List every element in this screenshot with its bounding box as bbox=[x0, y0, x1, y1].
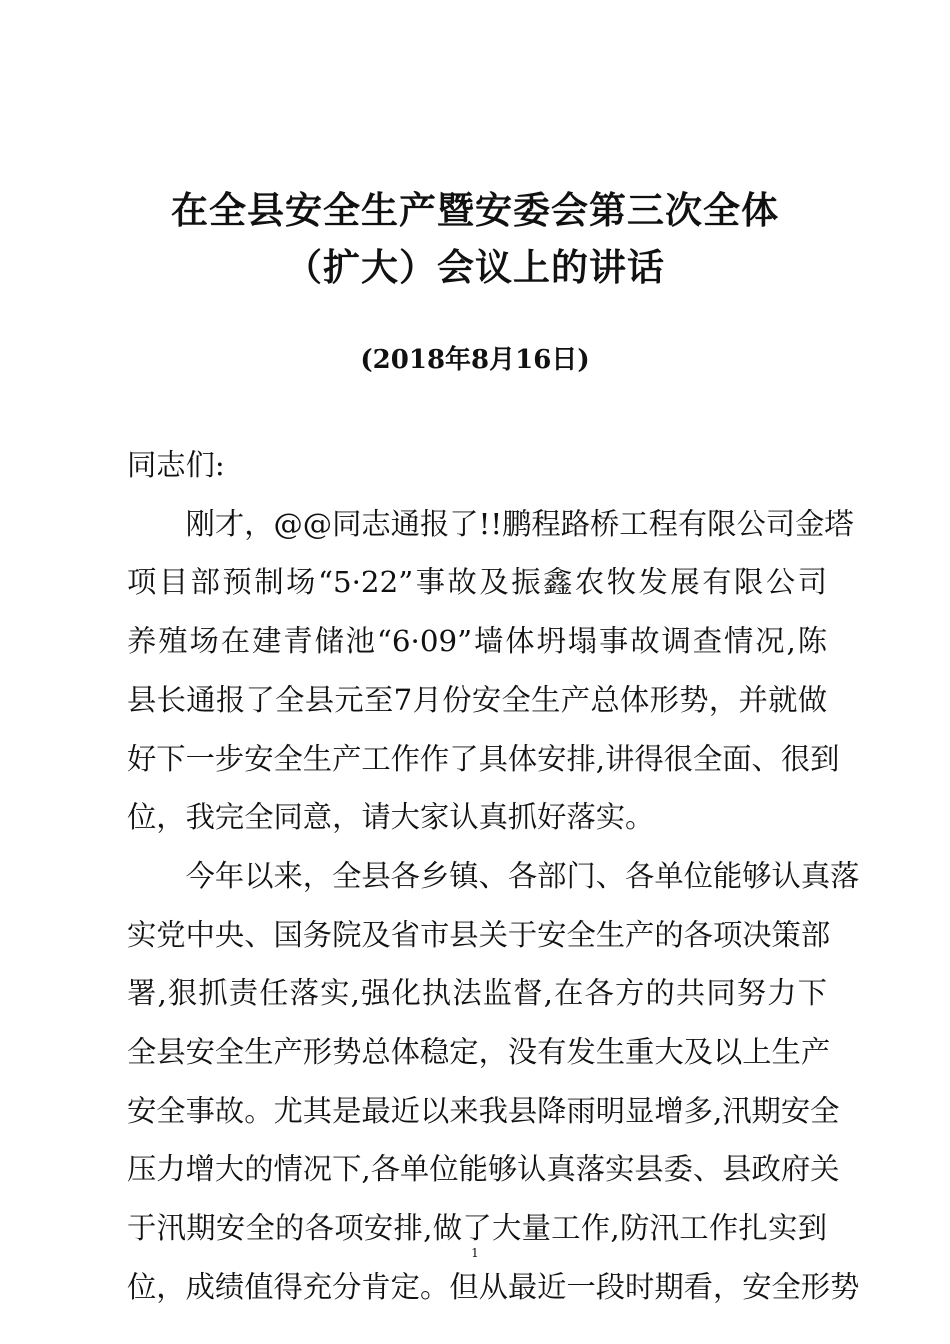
paragraph-line: 位，成绩值得充分肯定。但从最近一段时期看，安全形势 bbox=[127, 1269, 860, 1304]
paragraph-line: 全县安全生产形势总体稳定，没有发生重大及以上生产 bbox=[127, 1035, 831, 1070]
paragraph-line: 项目部预制场“5·22”事故及振鑫农牧发展有限公司 bbox=[127, 565, 827, 600]
title-line-1: 在全县安全生产暨安委会第三次全体 bbox=[171, 189, 779, 232]
paragraph-line: 署,狠抓责任落实,强化执法监督,在各方的共同努力下 bbox=[127, 976, 827, 1011]
page-number: 1 bbox=[471, 1246, 479, 1260]
paragraph-line: 安全事故。尤其是最近以来我县降雨明显增多,汛期安全 bbox=[127, 1093, 840, 1128]
paragraph-line: 压力增大的情况下,各单位能够认真落实县委、县政府关 bbox=[127, 1152, 840, 1187]
paragraph-1 bbox=[127, 495, 854, 847]
paragraph-line: 好下一步安全生产工作作了具体安排,讲得很全面、很到 bbox=[127, 741, 840, 776]
paragraph-line: 养殖场在建青储池“6·09”墙体坍塌事故调查情况,陈 bbox=[127, 624, 827, 659]
paragraph-line: 县长通报了全县元至7月份安全生产总体形势，并就做 bbox=[127, 682, 827, 717]
paragraph-line: 今年以来，全县各乡镇、各部门、各单位能够认真落 bbox=[185, 858, 860, 893]
paragraph-line: 位，我完全同意，请大家认真抓好落实。 bbox=[127, 800, 655, 835]
title-line-2: （扩大）会议上的讲话 bbox=[285, 246, 665, 289]
speech-body bbox=[127, 436, 860, 1317]
salutation: 同志们: bbox=[127, 448, 225, 482]
paragraph-line: 实党中央、国务院及省市县关于安全生产的各项决策部 bbox=[127, 917, 831, 952]
paragraph-line: 刚才，@@同志通报了!!鹏程路桥工程有限公司金塔 bbox=[185, 506, 854, 541]
speech-date: (2018年8月16日) bbox=[360, 345, 590, 375]
paragraph-line: 于汛期安全的各项安排,做了大量工作,防汛工作扎实到 bbox=[127, 1211, 827, 1246]
